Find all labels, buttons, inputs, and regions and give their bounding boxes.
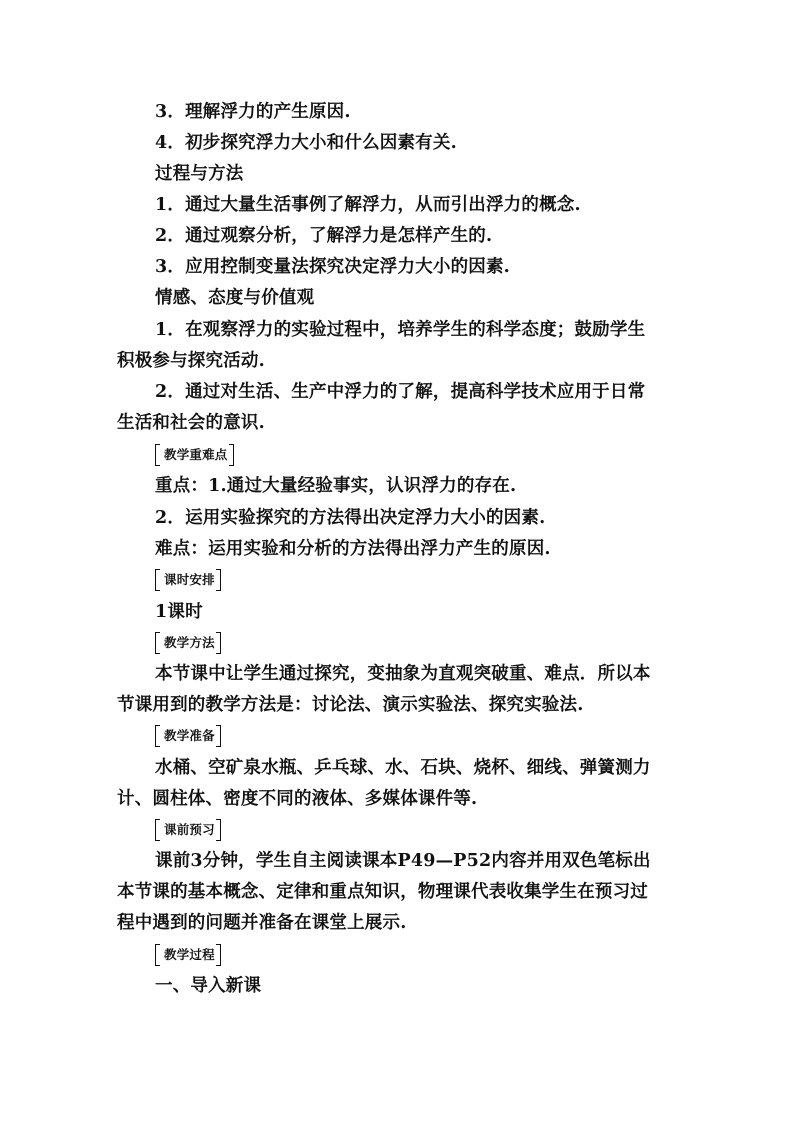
preview-tag: 课前预习 (155, 819, 221, 841)
objective-item-4: 4．初步探究浮力大小和什么因素有关. (155, 133, 457, 153)
methods-line-1: 本节课中让学生通过探究，变抽象为直观突破重、难点．所以本 (155, 664, 651, 684)
preparation-tag: 教学准备 (155, 725, 221, 747)
objective-item-3: 3．理解浮力的产生原因. (155, 102, 351, 122)
schedule-tag: 课时安排 (155, 569, 221, 591)
emotion-heading: 情感、态度与价值观 (155, 288, 315, 308)
emotion-item-2-line-1: 2．通过对生活、生产中浮力的了解，提高科学技术应用于日常 (155, 382, 646, 402)
methods-tag: 教学方法 (155, 632, 221, 654)
process-item-2: 2．通过观察分析，了解浮力是怎样产生的. (155, 226, 493, 246)
emotion-item-1-line-1: 1．在观察浮力的实验过程中，培养学生的科学态度；鼓励学生 (155, 320, 646, 340)
process-item-1: 1．通过大量生活事例了解浮力，从而引出浮力的概念. (155, 195, 581, 215)
preview-line-2: 本节课的基本概念、定律和重点知识，物理课代表收集学生在预习过 (117, 882, 648, 902)
process-tag: 教学过程 (155, 944, 221, 966)
schedule-text: 1课时 (155, 602, 203, 622)
key-point-line-1: 重点：1.通过大量经验事实，认识浮力的存在. (155, 476, 517, 496)
preparation-line-2: 计、圆柱体、密度不同的液体、多媒体课件等. (117, 789, 478, 809)
key-point-line-2: 2．运用实验探究的方法得出决定浮力大小的因素. (155, 508, 546, 528)
preview-line-1: 课前3分钟，学生自主阅读课本P49—P52内容并用双色笔标出 (155, 851, 651, 871)
emotion-item-2-line-2: 生活和社会的意识. (117, 413, 265, 433)
preparation-line-1: 水桶、空矿泉水瓶、乒乓球、水、石块、烧杯、细线、弹簧测力 (155, 758, 651, 778)
process-methods-heading: 过程与方法 (155, 164, 244, 184)
preview-line-3: 程中遇到的问题并准备在课堂上展示. (117, 913, 407, 933)
difficulty-line: 难点：运用实验和分析的方法得出浮力产生的原因. (155, 539, 551, 559)
process-item-3: 3．应用控制变量法探究决定浮力大小的因素. (155, 257, 510, 277)
key-points-tag: 教学重难点 (155, 444, 234, 466)
section-intro-heading: 一、导入新课 (155, 976, 262, 996)
emotion-item-1-line-2: 积极参与探究活动. (117, 351, 265, 371)
methods-line-2: 节课用到的教学方法是：讨论法、演示实验法、探究实验法. (117, 695, 584, 715)
